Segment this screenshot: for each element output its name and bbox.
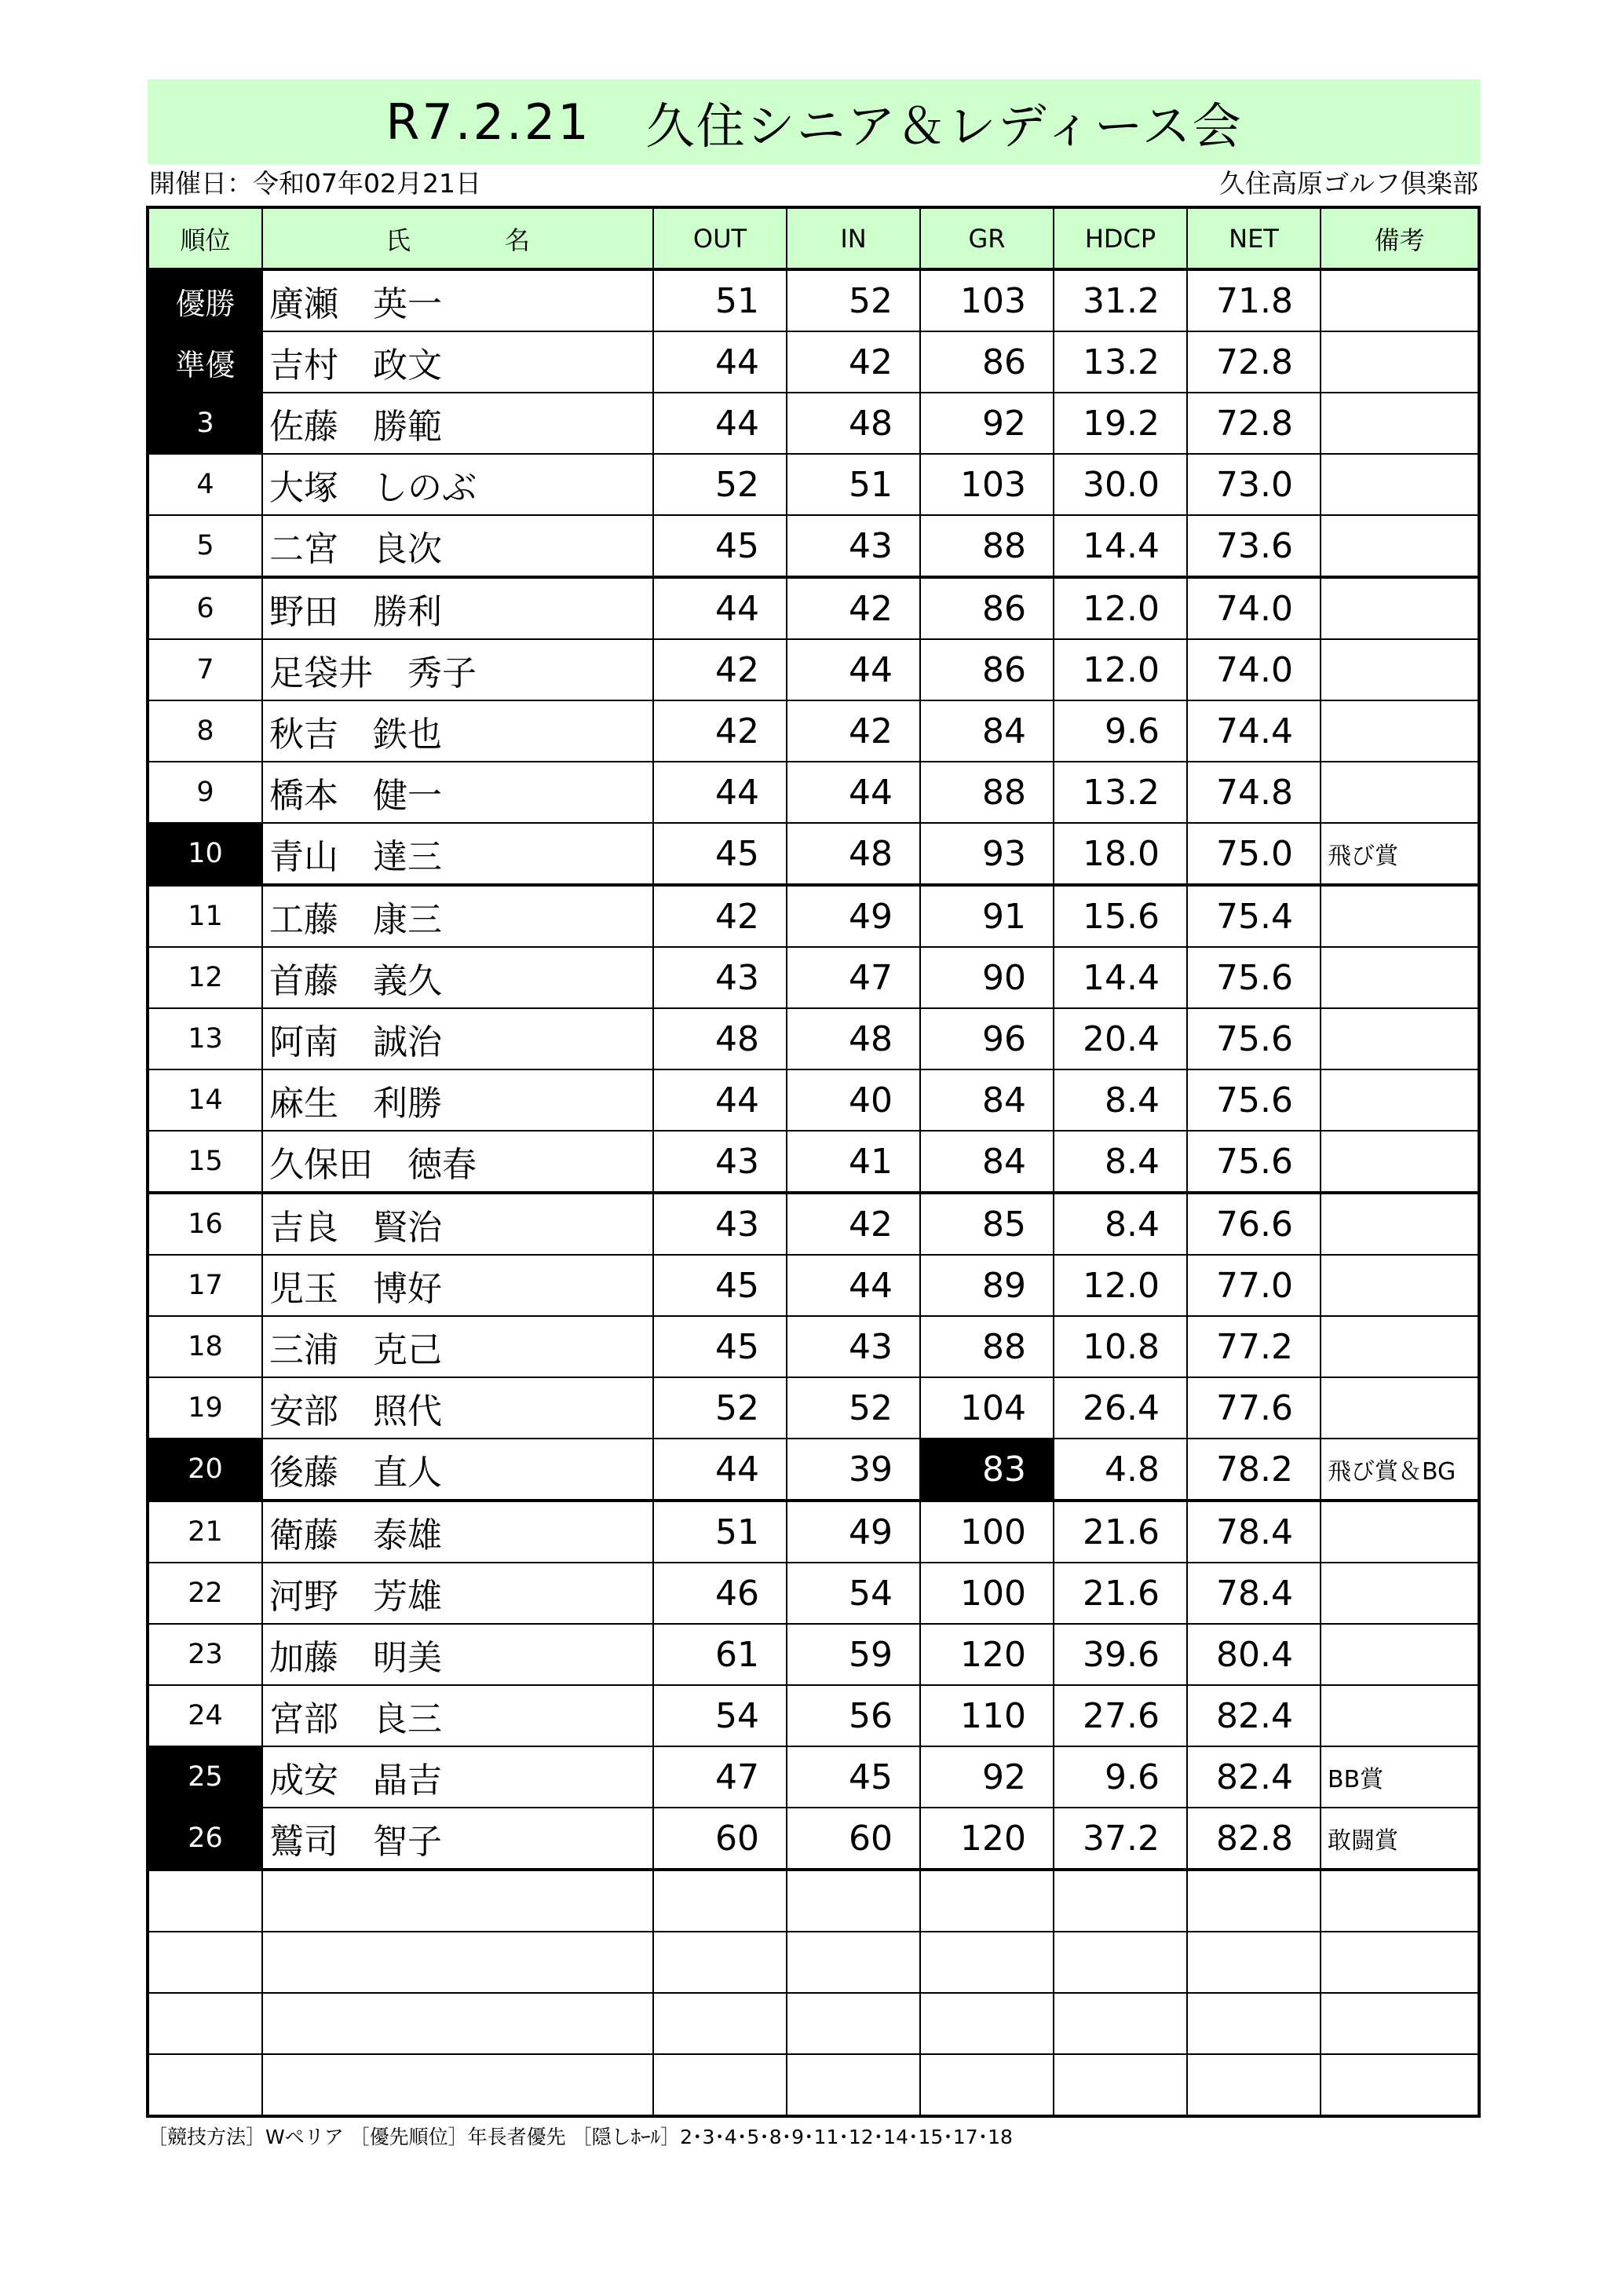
rank-cell — [148, 2054, 262, 2116]
net-cell: 77.0 — [1187, 1255, 1321, 1316]
note-cell — [1321, 1993, 1479, 2054]
hdcp-cell: 37.2 — [1054, 1808, 1187, 1870]
table-row — [148, 1439, 1479, 1501]
net-cell: 77.6 — [1187, 1377, 1321, 1439]
hdcp-cell: 26.4 — [1054, 1377, 1187, 1439]
out-cell: 45 — [653, 823, 787, 885]
note-cell — [1321, 700, 1479, 762]
net-cell: 75.6 — [1187, 1069, 1321, 1131]
table-row — [148, 700, 1479, 762]
player-name: 安部 照代 — [262, 1377, 653, 1439]
header-row — [148, 207, 1479, 269]
gr-cell: 120 — [920, 1624, 1054, 1685]
gr-cell — [920, 1932, 1054, 1993]
out-cell: 48 — [653, 1008, 787, 1069]
gr-cell: 110 — [920, 1685, 1054, 1746]
player-name: 青山 達三 — [262, 823, 653, 885]
out-cell: 43 — [653, 1193, 787, 1255]
out-cell: 52 — [653, 454, 787, 515]
hdcp-cell — [1054, 2054, 1187, 2116]
player-name: 大塚 しのぶ — [262, 454, 653, 515]
table-row — [148, 1808, 1479, 1870]
in-cell: 44 — [787, 639, 920, 700]
hdcp-cell: 8.4 — [1054, 1069, 1187, 1131]
hdcp-cell: 14.4 — [1054, 947, 1187, 1008]
hdcp-cell: 10.8 — [1054, 1316, 1187, 1377]
note-cell — [1321, 1624, 1479, 1685]
gr-cell — [920, 1993, 1054, 2054]
table-row — [148, 1563, 1479, 1624]
hdcp-cell: 18.0 — [1054, 823, 1187, 885]
player-name: 河野 芳雄 — [262, 1563, 653, 1624]
net-cell: 73.6 — [1187, 515, 1321, 577]
col-out: OUT — [653, 207, 787, 269]
note-cell — [1321, 1563, 1479, 1624]
out-cell: 51 — [653, 1501, 787, 1563]
in-cell: 60 — [787, 1808, 920, 1870]
net-cell: 72.8 — [1187, 393, 1321, 454]
in-cell: 42 — [787, 700, 920, 762]
net-cell: 74.4 — [1187, 700, 1321, 762]
note-cell — [1321, 639, 1479, 700]
rank-cell: 7 — [148, 639, 262, 700]
table-row — [148, 1501, 1479, 1563]
rank-cell: 13 — [148, 1008, 262, 1069]
table-row — [148, 823, 1479, 885]
rank-cell: 24 — [148, 1685, 262, 1746]
gr-cell: 88 — [920, 515, 1054, 577]
note-cell: 敢闘賞 — [1321, 1808, 1479, 1870]
note-cell — [1321, 1501, 1479, 1563]
out-cell: 44 — [653, 762, 787, 823]
out-cell: 44 — [653, 577, 787, 639]
gr-cell: 120 — [920, 1808, 1054, 1870]
gr-cell: 100 — [920, 1563, 1054, 1624]
in-cell: 43 — [787, 1316, 920, 1377]
gr-cell — [920, 2054, 1054, 2116]
gr-cell: 103 — [920, 454, 1054, 515]
rank-cell: 6 — [148, 577, 262, 639]
hdcp-cell — [1054, 1870, 1187, 1932]
table-row — [148, 1069, 1479, 1131]
net-cell: 75.6 — [1187, 1008, 1321, 1069]
net-cell: 78.2 — [1187, 1439, 1321, 1501]
player-name: 工藤 康三 — [262, 885, 653, 947]
net-cell: 76.6 — [1187, 1193, 1321, 1255]
table-row — [148, 393, 1479, 454]
player-name: 加藤 明美 — [262, 1624, 653, 1685]
note-cell — [1321, 762, 1479, 823]
out-cell: 43 — [653, 947, 787, 1008]
note-cell — [1321, 331, 1479, 393]
table-row — [148, 515, 1479, 577]
note-cell — [1321, 947, 1479, 1008]
player-name: 佐藤 勝範 — [262, 393, 653, 454]
in-cell: 49 — [787, 885, 920, 947]
col-rank: 順位 — [148, 207, 262, 269]
in-cell: 41 — [787, 1131, 920, 1193]
player-name: 橋本 健一 — [262, 762, 653, 823]
rank-cell: 12 — [148, 947, 262, 1008]
out-cell: 44 — [653, 393, 787, 454]
rank-cell: 3 — [148, 393, 262, 454]
hdcp-cell: 39.6 — [1054, 1624, 1187, 1685]
out-cell — [653, 2054, 787, 2116]
hdcp-cell: 13.2 — [1054, 331, 1187, 393]
player-name: 成安 晶吉 — [262, 1746, 653, 1808]
out-cell: 47 — [653, 1746, 787, 1808]
col-in: IN — [787, 207, 920, 269]
hdcp-cell: 19.2 — [1054, 393, 1187, 454]
in-cell: 44 — [787, 1255, 920, 1316]
rank-cell — [148, 1993, 262, 2054]
in-cell: 44 — [787, 762, 920, 823]
rank-cell: 8 — [148, 700, 262, 762]
gr-cell: 92 — [920, 1746, 1054, 1808]
out-cell: 52 — [653, 1377, 787, 1439]
rank-cell — [148, 1870, 262, 1932]
col-net: NET — [1187, 207, 1321, 269]
table-row — [148, 947, 1479, 1008]
hdcp-cell: 21.6 — [1054, 1563, 1187, 1624]
net-cell: 74.0 — [1187, 639, 1321, 700]
in-cell: 52 — [787, 269, 920, 331]
player-name — [262, 1870, 653, 1932]
rank-cell: 4 — [148, 454, 262, 515]
out-cell: 45 — [653, 1316, 787, 1377]
table-row — [148, 762, 1479, 823]
out-cell: 51 — [653, 269, 787, 331]
hdcp-cell — [1054, 1993, 1187, 2054]
gr-cell: 86 — [920, 331, 1054, 393]
note-cell — [1321, 515, 1479, 577]
net-cell: 75.6 — [1187, 1131, 1321, 1193]
player-name: 野田 勝利 — [262, 577, 653, 639]
note-cell — [1321, 1870, 1479, 1932]
player-name — [262, 1932, 653, 1993]
note-cell: 飛び賞＆BG — [1321, 1439, 1479, 1501]
in-cell: 56 — [787, 1685, 920, 1746]
rank-cell: 26 — [148, 1808, 262, 1870]
in-cell: 39 — [787, 1439, 920, 1501]
col-note: 備考 — [1321, 207, 1479, 269]
rank-cell: 11 — [148, 885, 262, 947]
out-cell: 45 — [653, 1255, 787, 1316]
in-cell: 47 — [787, 947, 920, 1008]
in-cell — [787, 1993, 920, 2054]
rank-cell: 準優 — [148, 331, 262, 393]
rank-cell: 15 — [148, 1131, 262, 1193]
event-title: 久住シニア＆レディース会 — [645, 97, 1243, 155]
table-row — [148, 1255, 1479, 1316]
out-cell — [653, 1993, 787, 2054]
in-cell: 54 — [787, 1563, 920, 1624]
held-date: 開催日：令和07年02月21日 — [149, 168, 481, 199]
note-cell — [1321, 1316, 1479, 1377]
gr-cell: 86 — [920, 639, 1054, 700]
player-name: 吉良 賢治 — [262, 1193, 653, 1255]
gr-cell: 88 — [920, 1316, 1054, 1377]
in-cell — [787, 2054, 920, 2116]
gr-cell — [920, 1870, 1054, 1932]
hdcp-cell: 8.4 — [1054, 1193, 1187, 1255]
table-row — [148, 1193, 1479, 1255]
gr-cell: 88 — [920, 762, 1054, 823]
rank-cell: 22 — [148, 1563, 262, 1624]
rank-cell: 16 — [148, 1193, 262, 1255]
hdcp-cell: 20.4 — [1054, 1008, 1187, 1069]
empty-row — [148, 1932, 1479, 1993]
net-cell: 74.8 — [1187, 762, 1321, 823]
player-name: 後藤 直人 — [262, 1439, 653, 1501]
in-cell: 52 — [787, 1377, 920, 1439]
table-row — [148, 1685, 1479, 1746]
note-cell — [1321, 1377, 1479, 1439]
gr-cell: 84 — [920, 1069, 1054, 1131]
table-row — [148, 454, 1479, 515]
note-cell — [1321, 1069, 1479, 1131]
club-name: 久住高原ゴルフ倶楽部 — [1219, 168, 1478, 199]
note-cell — [1321, 1193, 1479, 1255]
net-cell — [1187, 1932, 1321, 1993]
net-cell — [1187, 2054, 1321, 2116]
hdcp-cell: 9.6 — [1054, 700, 1187, 762]
gr-cell: 83 — [920, 1439, 1054, 1501]
rank-cell: 25 — [148, 1746, 262, 1808]
net-cell: 75.0 — [1187, 823, 1321, 885]
gr-cell: 93 — [920, 823, 1054, 885]
note-cell — [1321, 454, 1479, 515]
out-cell: 44 — [653, 331, 787, 393]
hdcp-cell: 12.0 — [1054, 639, 1187, 700]
player-name: 衛藤 泰雄 — [262, 1501, 653, 1563]
in-cell: 48 — [787, 823, 920, 885]
in-cell: 42 — [787, 1193, 920, 1255]
table-row — [148, 1377, 1479, 1439]
table-row — [148, 1316, 1479, 1377]
net-cell: 82.8 — [1187, 1808, 1321, 1870]
rank-cell: 10 — [148, 823, 262, 885]
note-cell — [1321, 885, 1479, 947]
table-row — [148, 331, 1479, 393]
player-name: 阿南 誠治 — [262, 1008, 653, 1069]
in-cell: 45 — [787, 1746, 920, 1808]
event-date: R7.2.21 — [385, 93, 591, 151]
in-cell: 48 — [787, 393, 920, 454]
hdcp-cell: 12.0 — [1054, 577, 1187, 639]
player-name — [262, 1993, 653, 2054]
rank-cell: 19 — [148, 1377, 262, 1439]
results-table — [146, 206, 1481, 2118]
hdcp-cell: 13.2 — [1054, 762, 1187, 823]
out-cell: 60 — [653, 1808, 787, 1870]
footer-rules: ［競技方法］Wペリア ［優先順位］年長者優先 ［隠しﾎｰﾙ］2･3･4･5･8･9･11･12･14･15･17･18 — [148, 2126, 1013, 2148]
table-row — [148, 1746, 1479, 1808]
table-row — [148, 577, 1479, 639]
table-row — [148, 1624, 1479, 1685]
rank-cell: 5 — [148, 515, 262, 577]
rank-cell: 14 — [148, 1069, 262, 1131]
net-cell: 82.4 — [1187, 1685, 1321, 1746]
net-cell: 80.4 — [1187, 1624, 1321, 1685]
note-cell: 飛び賞 — [1321, 823, 1479, 885]
player-name: 児玉 博好 — [262, 1255, 653, 1316]
in-cell — [787, 1932, 920, 1993]
col-name: 氏名 — [262, 207, 653, 269]
out-cell: 54 — [653, 1685, 787, 1746]
gr-cell: 96 — [920, 1008, 1054, 1069]
gr-cell: 103 — [920, 269, 1054, 331]
gr-cell: 86 — [920, 577, 1054, 639]
gr-cell: 100 — [920, 1501, 1054, 1563]
gr-cell: 92 — [920, 393, 1054, 454]
player-name: 吉村 政文 — [262, 331, 653, 393]
hdcp-cell: 8.4 — [1054, 1131, 1187, 1193]
out-cell — [653, 1932, 787, 1993]
gr-cell: 91 — [920, 885, 1054, 947]
col-hdcp: HDCP — [1054, 207, 1187, 269]
title-bar — [148, 79, 1481, 164]
player-name: 足袋井 秀子 — [262, 639, 653, 700]
player-name: 秋吉 鉄也 — [262, 700, 653, 762]
net-cell: 82.4 — [1187, 1746, 1321, 1808]
hdcp-cell: 15.6 — [1054, 885, 1187, 947]
net-cell — [1187, 1993, 1321, 2054]
out-cell — [653, 1870, 787, 1932]
in-cell: 42 — [787, 577, 920, 639]
net-cell: 73.0 — [1187, 454, 1321, 515]
in-cell: 49 — [787, 1501, 920, 1563]
table-row — [148, 639, 1479, 700]
net-cell: 74.0 — [1187, 577, 1321, 639]
player-name: 首藤 義久 — [262, 947, 653, 1008]
gr-cell: 89 — [920, 1255, 1054, 1316]
gr-cell: 84 — [920, 1131, 1054, 1193]
net-cell: 75.4 — [1187, 885, 1321, 947]
hdcp-cell: 14.4 — [1054, 515, 1187, 577]
in-cell — [787, 1870, 920, 1932]
note-cell — [1321, 269, 1479, 331]
out-cell: 46 — [653, 1563, 787, 1624]
hdcp-cell: 31.2 — [1054, 269, 1187, 331]
table-row — [148, 885, 1479, 947]
player-name: 麻生 利勝 — [262, 1069, 653, 1131]
out-cell: 44 — [653, 1069, 787, 1131]
player-name: 三浦 克己 — [262, 1316, 653, 1377]
rank-cell: 17 — [148, 1255, 262, 1316]
rank-cell: 9 — [148, 762, 262, 823]
in-cell: 40 — [787, 1069, 920, 1131]
col-gr: GR — [920, 207, 1054, 269]
out-cell: 42 — [653, 885, 787, 947]
hdcp-cell: 12.0 — [1054, 1255, 1187, 1316]
gr-cell: 90 — [920, 947, 1054, 1008]
net-cell: 78.4 — [1187, 1563, 1321, 1624]
note-cell — [1321, 2054, 1479, 2116]
note-cell — [1321, 1008, 1479, 1069]
table-row — [148, 269, 1479, 331]
note-cell — [1321, 1255, 1479, 1316]
net-cell: 71.8 — [1187, 269, 1321, 331]
in-cell: 59 — [787, 1624, 920, 1685]
note-cell — [1321, 577, 1479, 639]
note-cell: BB賞 — [1321, 1746, 1479, 1808]
net-cell: 78.4 — [1187, 1501, 1321, 1563]
rank-cell: 23 — [148, 1624, 262, 1685]
gr-cell: 84 — [920, 700, 1054, 762]
rank-cell: 18 — [148, 1316, 262, 1377]
hdcp-cell: 30.0 — [1054, 454, 1187, 515]
out-cell: 43 — [653, 1131, 787, 1193]
rank-cell: 21 — [148, 1501, 262, 1563]
rank-cell — [148, 1932, 262, 1993]
net-cell — [1187, 1870, 1321, 1932]
hdcp-cell: 9.6 — [1054, 1746, 1187, 1808]
hdcp-cell — [1054, 1932, 1187, 1993]
gr-cell: 104 — [920, 1377, 1054, 1439]
net-cell: 72.8 — [1187, 331, 1321, 393]
results-body — [148, 269, 1479, 2116]
out-cell: 42 — [653, 639, 787, 700]
table-row — [148, 1008, 1479, 1069]
hdcp-cell: 4.8 — [1054, 1439, 1187, 1501]
note-cell — [1321, 1131, 1479, 1193]
rank-cell: 20 — [148, 1439, 262, 1501]
table-row — [148, 1131, 1479, 1193]
player-name: 鷲司 智子 — [262, 1808, 653, 1870]
note-cell — [1321, 393, 1479, 454]
in-cell: 42 — [787, 331, 920, 393]
out-cell: 45 — [653, 515, 787, 577]
empty-row — [148, 2054, 1479, 2116]
in-cell: 48 — [787, 1008, 920, 1069]
note-cell — [1321, 1685, 1479, 1746]
empty-row — [148, 1993, 1479, 2054]
player-name — [262, 2054, 653, 2116]
in-cell: 43 — [787, 515, 920, 577]
in-cell: 51 — [787, 454, 920, 515]
gr-cell: 85 — [920, 1193, 1054, 1255]
hdcp-cell: 27.6 — [1054, 1685, 1187, 1746]
empty-row — [148, 1870, 1479, 1932]
net-cell: 77.2 — [1187, 1316, 1321, 1377]
hdcp-cell: 21.6 — [1054, 1501, 1187, 1563]
player-name: 二宮 良次 — [262, 515, 653, 577]
out-cell: 42 — [653, 700, 787, 762]
player-name: 廣瀬 英一 — [262, 269, 653, 331]
net-cell: 75.6 — [1187, 947, 1321, 1008]
out-cell: 44 — [653, 1439, 787, 1501]
note-cell — [1321, 1932, 1479, 1993]
rank-cell: 優勝 — [148, 269, 262, 331]
player-name: 久保田 徳春 — [262, 1131, 653, 1193]
player-name: 宮部 良三 — [262, 1685, 653, 1746]
out-cell: 61 — [653, 1624, 787, 1685]
